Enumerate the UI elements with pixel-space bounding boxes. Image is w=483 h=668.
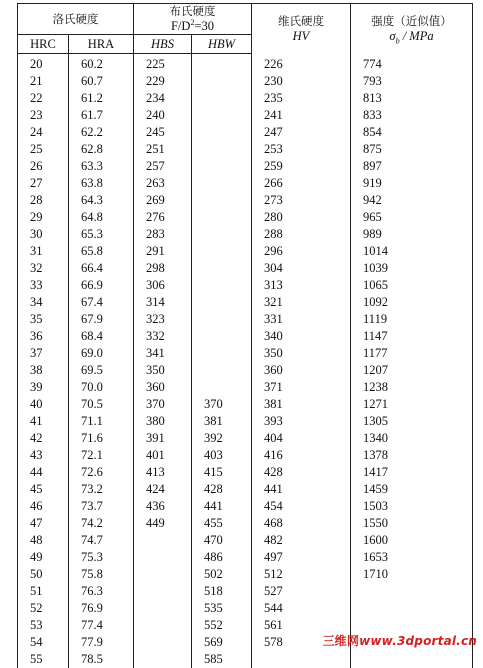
hbs-cell: 225 — [134, 54, 192, 74]
hrc-cell: 47 — [18, 515, 69, 532]
hv-cell: 280 — [252, 209, 351, 226]
hv-cell: 381 — [252, 396, 351, 413]
table-row — [18, 532, 473, 549]
table-row — [18, 277, 473, 294]
hra-cell: 60.7 — [69, 73, 134, 90]
hra-cell: 76.3 — [69, 583, 134, 600]
hbs-cell: 436 — [134, 498, 192, 515]
table-row — [18, 175, 473, 192]
hra-cell: 70.0 — [69, 379, 134, 396]
hbw-cell: 392 — [192, 430, 252, 447]
vickers-group-label: 维氏硬度 — [278, 14, 324, 28]
hbw-cell — [192, 54, 252, 74]
hbw-cell: 552 — [192, 617, 252, 634]
strength-subscript: b — [396, 36, 400, 45]
hrc-cell: 44 — [18, 464, 69, 481]
hv-cell: 331 — [252, 311, 351, 328]
hbs-cell: 350 — [134, 362, 192, 379]
hbw-cell — [192, 90, 252, 107]
table-row — [18, 396, 473, 413]
hrc-cell: 49 — [18, 549, 69, 566]
hrc-column-header: HRC — [18, 35, 69, 54]
hbs-cell: 332 — [134, 328, 192, 345]
hbs-cell: 424 — [134, 481, 192, 498]
hra-cell: 68.4 — [69, 328, 134, 345]
table-row — [18, 379, 473, 396]
hbw-cell: 403 — [192, 447, 252, 464]
hrc-cell: 22 — [18, 90, 69, 107]
hbs-cell: 306 — [134, 277, 192, 294]
hrc-cell: 29 — [18, 209, 69, 226]
strength-cell: 1177 — [351, 345, 473, 362]
hrc-cell: 41 — [18, 413, 69, 430]
hbw-cell — [192, 277, 252, 294]
hbs-cell — [134, 651, 192, 668]
hbw-cell — [192, 362, 252, 379]
table-row — [18, 124, 473, 141]
hv-cell: 253 — [252, 141, 351, 158]
strength-cell: 1039 — [351, 260, 473, 277]
hrc-cell: 30 — [18, 226, 69, 243]
hrc-cell: 28 — [18, 192, 69, 209]
hra-cell: 69.5 — [69, 362, 134, 379]
hv-cell: 304 — [252, 260, 351, 277]
hbs-cell — [134, 600, 192, 617]
table-row — [18, 362, 473, 379]
hrc-cell: 43 — [18, 447, 69, 464]
hra-column-header: HRA — [69, 35, 134, 54]
table-row — [18, 583, 473, 600]
table-row — [18, 294, 473, 311]
strength-cell: 1271 — [351, 396, 473, 413]
strength-cell: 1417 — [351, 464, 473, 481]
hbw-cell — [192, 141, 252, 158]
strength-cell: 942 — [351, 192, 473, 209]
hardness-conversion-table — [17, 3, 473, 668]
table-row — [18, 158, 473, 175]
hbs-cell: 314 — [134, 294, 192, 311]
hrc-cell: 21 — [18, 73, 69, 90]
hv-cell: 350 — [252, 345, 351, 362]
hrc-cell: 53 — [18, 617, 69, 634]
hbw-cell — [192, 328, 252, 345]
hbw-cell: 441 — [192, 498, 252, 515]
hbw-cell: 470 — [192, 532, 252, 549]
table-row — [18, 345, 473, 362]
hbw-cell — [192, 158, 252, 175]
brinell-condition-exponent: 2 — [190, 18, 194, 27]
strength-cell — [351, 600, 473, 617]
hbw-cell — [192, 124, 252, 141]
hra-cell: 73.7 — [69, 498, 134, 515]
hbs-cell — [134, 566, 192, 583]
hv-cell: 273 — [252, 192, 351, 209]
hv-cell: 226 — [252, 54, 351, 74]
strength-cell: 1065 — [351, 277, 473, 294]
table-row — [18, 73, 473, 90]
hv-cell: 416 — [252, 447, 351, 464]
hv-cell: 247 — [252, 124, 351, 141]
hra-cell: 71.1 — [69, 413, 134, 430]
hbs-cell: 240 — [134, 107, 192, 124]
hra-cell: 67.9 — [69, 311, 134, 328]
hra-cell: 61.2 — [69, 90, 134, 107]
hv-cell — [252, 651, 351, 668]
hra-cell: 62.2 — [69, 124, 134, 141]
strength-group-header — [351, 4, 473, 54]
table-row — [18, 260, 473, 277]
hra-cell: 60.2 — [69, 54, 134, 74]
strength-cell: 1710 — [351, 566, 473, 583]
hbw-cell: 535 — [192, 600, 252, 617]
strength-cell: 833 — [351, 107, 473, 124]
hv-cell: 241 — [252, 107, 351, 124]
hra-cell: 70.5 — [69, 396, 134, 413]
hv-cell: 296 — [252, 243, 351, 260]
hra-cell: 73.2 — [69, 481, 134, 498]
hra-cell: 64.3 — [69, 192, 134, 209]
table-body — [18, 54, 473, 668]
table-row — [18, 430, 473, 447]
table-row — [18, 651, 473, 668]
rockwell-group-header — [18, 4, 134, 35]
strength-cell: 965 — [351, 209, 473, 226]
strength-cell: 854 — [351, 124, 473, 141]
watermark-cn: 三维网 — [322, 634, 359, 648]
hrc-cell: 26 — [18, 158, 69, 175]
hbs-cell: 283 — [134, 226, 192, 243]
hrc-cell: 36 — [18, 328, 69, 345]
table-row — [18, 600, 473, 617]
hbs-cell: 291 — [134, 243, 192, 260]
table-row — [18, 328, 473, 345]
strength-group-label: 强度（近似值） — [371, 14, 452, 28]
strength-symbol: σ — [389, 29, 395, 43]
strength-cell: 1092 — [351, 294, 473, 311]
hra-cell: 63.3 — [69, 158, 134, 175]
table-row — [18, 243, 473, 260]
strength-cell: 1653 — [351, 549, 473, 566]
hrc-cell: 40 — [18, 396, 69, 413]
brinell-condition-prefix: F/D — [171, 19, 190, 33]
hbs-cell — [134, 532, 192, 549]
site-watermark — [322, 632, 477, 649]
hbs-cell: 263 — [134, 175, 192, 192]
hra-cell: 69.0 — [69, 345, 134, 362]
strength-cell: 774 — [351, 54, 473, 74]
strength-cell: 1503 — [351, 498, 473, 515]
hbw-cell — [192, 209, 252, 226]
hv-cell: 266 — [252, 175, 351, 192]
strength-cell: 1378 — [351, 447, 473, 464]
hbw-cell: 370 — [192, 396, 252, 413]
hbs-cell: 413 — [134, 464, 192, 481]
hbw-cell: 486 — [192, 549, 252, 566]
hbw-cell — [192, 260, 252, 277]
hrc-cell: 42 — [18, 430, 69, 447]
strength-cell: 793 — [351, 73, 473, 90]
hbs-cell: 370 — [134, 396, 192, 413]
hrc-cell: 27 — [18, 175, 69, 192]
hv-cell: 468 — [252, 515, 351, 532]
hrc-cell: 46 — [18, 498, 69, 515]
hbs-cell — [134, 583, 192, 600]
table-row — [18, 141, 473, 158]
strength-cell: 1238 — [351, 379, 473, 396]
hbs-cell: 257 — [134, 158, 192, 175]
hbs-cell: 360 — [134, 379, 192, 396]
hrc-cell: 20 — [18, 54, 69, 74]
hbs-column-header: HBS — [134, 35, 192, 54]
hardness-conversion-sheet — [17, 3, 472, 668]
hra-cell: 77.9 — [69, 634, 134, 651]
hbw-cell — [192, 379, 252, 396]
hbs-cell: 245 — [134, 124, 192, 141]
table-row — [18, 515, 473, 532]
strength-cell: 1014 — [351, 243, 473, 260]
hrc-cell: 25 — [18, 141, 69, 158]
hv-cell: 441 — [252, 481, 351, 498]
hra-cell: 71.6 — [69, 430, 134, 447]
hv-cell: 230 — [252, 73, 351, 90]
hbs-cell — [134, 634, 192, 651]
hv-cell: 497 — [252, 549, 351, 566]
strength-cell: 897 — [351, 158, 473, 175]
hv-cell: 259 — [252, 158, 351, 175]
hbs-cell: 269 — [134, 192, 192, 209]
hv-cell: 340 — [252, 328, 351, 345]
hra-cell: 78.5 — [69, 651, 134, 668]
table-header — [18, 4, 473, 54]
rockwell-group-label: 洛氏硬度 — [53, 12, 99, 26]
hbs-cell — [134, 617, 192, 634]
table-row — [18, 226, 473, 243]
hra-cell: 61.7 — [69, 107, 134, 124]
hbs-cell: 401 — [134, 447, 192, 464]
hbw-cell — [192, 226, 252, 243]
strength-cell: 1305 — [351, 413, 473, 430]
strength-cell: 1147 — [351, 328, 473, 345]
hbs-cell: 341 — [134, 345, 192, 362]
hbw-cell: 585 — [192, 651, 252, 668]
hra-cell: 75.8 — [69, 566, 134, 583]
table-row — [18, 447, 473, 464]
hbw-cell — [192, 243, 252, 260]
table-row — [18, 90, 473, 107]
hra-cell: 72.1 — [69, 447, 134, 464]
hra-cell: 72.6 — [69, 464, 134, 481]
strength-cell: 1459 — [351, 481, 473, 498]
hv-cell: 527 — [252, 583, 351, 600]
strength-unit: / MPa — [400, 29, 434, 43]
hv-cell: 512 — [252, 566, 351, 583]
hrc-cell: 52 — [18, 600, 69, 617]
hrc-cell: 37 — [18, 345, 69, 362]
hbw-cell: 569 — [192, 634, 252, 651]
hv-cell: 404 — [252, 430, 351, 447]
hv-cell: 578 — [252, 634, 351, 651]
strength-cell — [351, 583, 473, 600]
strength-cell: 1550 — [351, 515, 473, 532]
vickers-symbol: HV — [293, 29, 310, 43]
hrc-cell: 38 — [18, 362, 69, 379]
hv-cell: 360 — [252, 362, 351, 379]
hrc-cell: 31 — [18, 243, 69, 260]
hra-cell: 76.9 — [69, 600, 134, 617]
strength-cell: 1119 — [351, 311, 473, 328]
hbw-cell — [192, 311, 252, 328]
hrc-cell: 51 — [18, 583, 69, 600]
hra-cell: 66.9 — [69, 277, 134, 294]
hbs-cell: 234 — [134, 90, 192, 107]
hrc-cell: 54 — [18, 634, 69, 651]
hbw-cell — [192, 294, 252, 311]
strength-cell: 1340 — [351, 430, 473, 447]
hbw-cell: 415 — [192, 464, 252, 481]
strength-cell: 989 — [351, 226, 473, 243]
strength-cell: 1207 — [351, 362, 473, 379]
table-row — [18, 566, 473, 583]
hrc-cell: 34 — [18, 294, 69, 311]
table-row — [18, 311, 473, 328]
hbw-cell — [192, 345, 252, 362]
hv-cell: 561 — [252, 617, 351, 634]
table-row — [18, 464, 473, 481]
table-row — [18, 192, 473, 209]
table-row — [18, 498, 473, 515]
table-row — [18, 209, 473, 226]
hbs-cell: 251 — [134, 141, 192, 158]
hbw-cell — [192, 107, 252, 124]
hra-cell: 74.7 — [69, 532, 134, 549]
hbw-cell: 502 — [192, 566, 252, 583]
hbs-cell: 449 — [134, 515, 192, 532]
table-row — [18, 107, 473, 124]
hv-cell: 393 — [252, 413, 351, 430]
hrc-cell: 35 — [18, 311, 69, 328]
hbw-cell: 518 — [192, 583, 252, 600]
hra-cell: 65.8 — [69, 243, 134, 260]
brinell-condition-suffix: =30 — [194, 19, 214, 33]
hra-cell: 67.4 — [69, 294, 134, 311]
brinell-group-header — [134, 4, 252, 35]
hbw-cell: 428 — [192, 481, 252, 498]
hbs-cell: 323 — [134, 311, 192, 328]
hv-cell: 288 — [252, 226, 351, 243]
hv-cell: 544 — [252, 600, 351, 617]
hbs-cell: 380 — [134, 413, 192, 430]
strength-cell: 1600 — [351, 532, 473, 549]
hra-cell: 77.4 — [69, 617, 134, 634]
hbs-cell: 298 — [134, 260, 192, 277]
hra-cell: 75.3 — [69, 549, 134, 566]
hbw-cell: 455 — [192, 515, 252, 532]
hv-cell: 482 — [252, 532, 351, 549]
hbs-cell — [134, 549, 192, 566]
hra-cell: 65.3 — [69, 226, 134, 243]
brinell-group-label: 布氏硬度 — [170, 4, 216, 18]
strength-cell: 875 — [351, 141, 473, 158]
table-row — [18, 481, 473, 498]
table-row — [18, 54, 473, 74]
hbw-cell: 381 — [192, 413, 252, 430]
watermark-url: www.3dportal.cn — [359, 634, 477, 648]
hv-cell: 428 — [252, 464, 351, 481]
hbw-column-header: HBW — [192, 35, 252, 54]
hv-cell: 235 — [252, 90, 351, 107]
hv-cell: 454 — [252, 498, 351, 515]
hrc-cell: 33 — [18, 277, 69, 294]
hv-cell: 313 — [252, 277, 351, 294]
strength-cell: 919 — [351, 175, 473, 192]
hrc-cell: 23 — [18, 107, 69, 124]
hrc-cell: 55 — [18, 651, 69, 668]
hrc-cell: 39 — [18, 379, 69, 396]
hra-cell: 64.8 — [69, 209, 134, 226]
strength-cell — [351, 651, 473, 668]
hra-cell: 62.8 — [69, 141, 134, 158]
hv-cell: 321 — [252, 294, 351, 311]
hrc-cell: 50 — [18, 566, 69, 583]
hbs-cell: 229 — [134, 73, 192, 90]
hrc-cell: 45 — [18, 481, 69, 498]
hra-cell: 74.2 — [69, 515, 134, 532]
hrc-cell: 48 — [18, 532, 69, 549]
vickers-group-header — [252, 4, 351, 54]
strength-cell: 813 — [351, 90, 473, 107]
table-row — [18, 413, 473, 430]
hrc-cell: 24 — [18, 124, 69, 141]
hv-cell: 371 — [252, 379, 351, 396]
hra-cell: 63.8 — [69, 175, 134, 192]
hrc-cell: 32 — [18, 260, 69, 277]
table-row — [18, 549, 473, 566]
hra-cell: 66.4 — [69, 260, 134, 277]
hbw-cell — [192, 175, 252, 192]
hbs-cell: 276 — [134, 209, 192, 226]
hbw-cell — [192, 73, 252, 90]
hbw-cell — [192, 192, 252, 209]
hbs-cell: 391 — [134, 430, 192, 447]
